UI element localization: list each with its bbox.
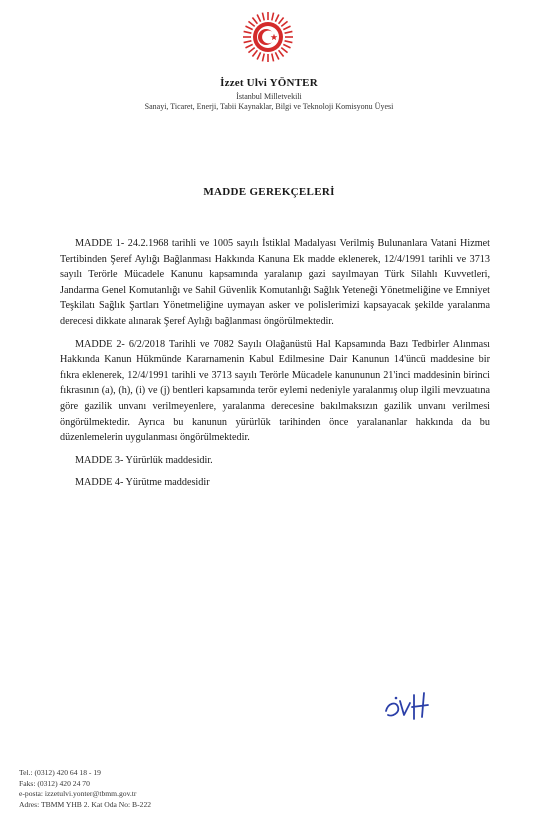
- emblem-ray: [285, 41, 293, 43]
- article-2-rationale: MADDE 2- 6/2/2018 Tarihli ve 7082 Sayılı Olağanüstü Hal Kapsamında Bazı Tedbirler Alınması Hakkında Kanun Hükmünde Kararnamenin Kabul Edilmesine Dair Kanunun 14'üncü maddesine bir fıkra eklenerek, 12/4/1991 tarihli ve 3713 sayılı Terörle Mücadele kanununun 21'inci maddesinin birinci fıkrasının (a), (h), (i) ve (j) bentleri kapsamında terör eylemi nedeniyle yaralanmış olup ilgili mevzuatına göre gazilik unvanı verilmeyenlere, yaralanma derecesine bakılmaksızın gazilik unvanı verilmesi öngörülmektedir. Ayrıca bu kanunun yürürlük tarihinden önce yaralananlar hakkında da bu düzenlemelerin uygulanması öngörülmektedir.: [60, 338, 490, 444]
- phone-text: Tel.: (0312) 420 64 18 - 19: [19, 768, 101, 777]
- contact-footer: [19, 768, 151, 810]
- member-name: İzzet Ulvi YÖNTER: [220, 77, 318, 89]
- emblem-ray: [244, 31, 252, 33]
- emblem-ray: [245, 26, 252, 29]
- emblem-ray: [279, 17, 284, 23]
- emblem-ray: [283, 44, 290, 47]
- emblem-ray: [275, 14, 278, 21]
- emblem-ray: [257, 52, 260, 59]
- emblem-ray: [272, 13, 274, 21]
- emblem-ray: [244, 41, 252, 43]
- article-1-rationale: MADDE 1- 24.2.1968 tarihli ve 1005 sayılı İstiklal Madalyası Verilmiş Bulunanlara Vatani Hizmet Tertibinden Şeref Aylığı Bağlanması Hakkında Kanuna Ek madde eklenerek, 12/4/1991 tarihli ve 3713 sayılı Terörle Mücadele Kanunu kapsamında yaralanıp gazi sayılmayan Türk Silahlı Kuvvetleri, Jandarma Genel Komutanlığı ve Sahil Güvenlik Komutanlığı Sağlık Yeteneği Yönetmeliğine ve Emniyet Teşkilatı Sağlık Şartları Yönetmeliğine uymayan asker ve polislerimizi kapsayacak şekilde yaralanma derecesi dikkate alınarak Şeref Aylığı bağlanması öngörülmektedir.: [60, 238, 490, 327]
- emblem-ray: [283, 26, 290, 29]
- emblem-ray: [248, 21, 254, 26]
- address-text: Adres: TBMM YHB 2. Kat Oda No: B-222: [19, 799, 152, 809]
- emblem-ray: [252, 50, 257, 56]
- member-role: İstanbul Milletvekili: [236, 92, 302, 101]
- email-text: e-posta: izzetulvi.yonter@tbmm.gov.tr: [19, 789, 137, 798]
- member-commission: Sanayi, Ticaret, Enerji, Tabii Kaynaklar, Bilgi ve Teknoloji Komisyonu Üyesi: [144, 102, 394, 111]
- emblem-ray: [262, 54, 264, 62]
- emblem-ray: [248, 48, 254, 53]
- emblem-ray: [257, 14, 260, 21]
- fax-text: Faks: (0312) 420 24 70: [19, 778, 90, 788]
- emblem-ray: [281, 21, 287, 26]
- article-4-rationale: MADDE 4- Yürütme maddesidir: [75, 477, 210, 489]
- emblem-ray: [252, 17, 257, 23]
- article-3-rationale: MADDE 3- Yürürlük maddesidir.: [75, 454, 213, 466]
- document-title: MADDE GEREKÇELERİ: [203, 186, 335, 198]
- emblem-ray: [281, 48, 287, 53]
- emblem-ray: [262, 13, 264, 21]
- emblem-ray: [285, 31, 293, 33]
- emblem-ray: [275, 52, 278, 59]
- emblem-ray: [272, 54, 274, 62]
- emblem-ray: [279, 50, 284, 56]
- tbmm-emblem-icon: [241, 8, 295, 66]
- emblem-ray: [245, 44, 252, 47]
- signature-icon: [380, 687, 440, 723]
- document-body: [60, 236, 490, 491]
